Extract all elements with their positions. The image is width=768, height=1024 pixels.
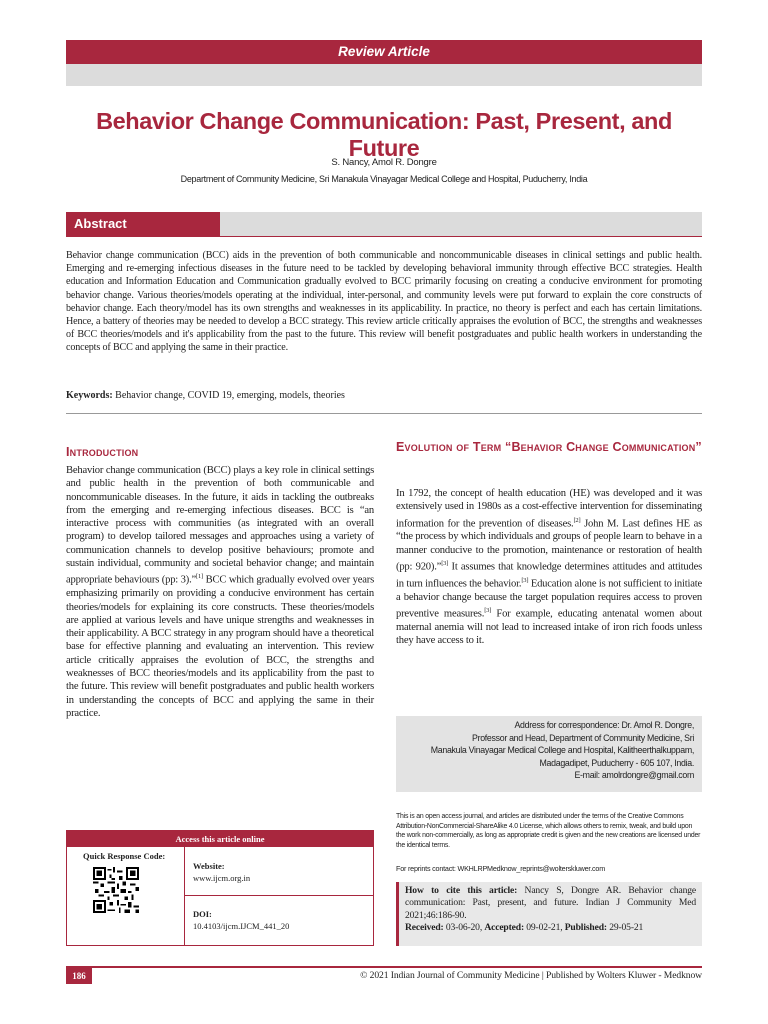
evolution-text [396,487,702,647]
evolution-heading: Evolution of Term “Behavior Change Communication” [396,440,702,454]
introduction-text [66,464,374,720]
abstract-grey-band [220,212,702,236]
keywords-rule [66,413,702,414]
article-type-banner [66,40,702,64]
abstract-heading: Abstract [74,216,127,231]
access-title: Access this article online [67,831,373,847]
evolution-sentence: For example, educating antenatal women about maternal anemia will not lead to increased intake of iron rich foods unless they have access to it. [396,608,702,647]
published-label: Published: [564,922,607,934]
evolution-sentence: It assumes that knowledge determines attitudes and attitudes in turn influences the behavior. [396,561,702,590]
qr-column [67,847,185,945]
reprints-contact[interactable]: For reprints contact: WKHLRPMedknow_reprints@wolterskluwer.com [396,864,605,873]
article-title: Behavior Change Communication: Past, Present, and Future [96,108,672,161]
correspondence-email[interactable]: E-mail: amolrdongre@gmail.com [574,770,694,780]
access-online-box [66,830,374,946]
doi-label: DOI: [193,909,212,919]
correspondence-line: Manakula Vinayagar Medical College and Hospital, Kalitheerthalkuppam, [430,745,694,755]
footer-copyright: © 2021 Indian Journal of Community Medicine | Published by Wolters Kluwer - Medknow [360,970,702,981]
evolution-sentence: Education alone is not sufficient to initiate a behavior change because the target population requires access to proven preventive measures. [396,578,702,620]
accepted-label: Accepted: [484,922,524,934]
cite-text: Nancy S, Dongre AR. Behavior change communication: Past, present, and future. Indian J Community Med 2021;46:186-90. [405,885,697,921]
affiliation: Department of Community Medicine, Sri Manakula Vinayagar Medical College and Hospital, Puducherry, India [180,174,588,184]
citation-ref[interactable]: [3] [521,576,529,584]
qr-label: Quick Response Code: [83,851,166,861]
correspondence-box [396,716,702,792]
qr-code-icon[interactable] [93,867,139,913]
abstract-rule [66,236,702,237]
authors: S. Nancy, Amol R. Dongre [331,157,437,168]
citation-ref[interactable]: [1] [196,573,204,581]
evolution-sentence: John M. Last defines HE as “the process by which individuals and groups of people learn to behave in a manner conducive to the promotion, maintenance or restoration of health (pp: 920).” [396,518,702,573]
keywords [66,389,702,402]
access-divider [185,895,373,896]
citation-ref[interactable]: [3] [484,606,492,614]
cite-label: How to cite this article: [405,885,518,896]
footer-rule [66,966,702,968]
doi-link[interactable]: 10.4103/ijcm.IJCM_441_20 [193,921,290,931]
open-access-notice: This is an open access journal, and articles are distributed under the terms of the Creative Commons Attribution-NonCommercial-ShareAlike 4.0 License, which allows others to remix, tweak, and build upon the work non-commercially, as long as appropriate credit is given and the new creations are licensed under the identical terms. [396,813,701,849]
website-label: Website: [193,861,225,871]
correspondence-line: Madagadipet, Puducherry - 605 107, India. [539,757,694,768]
header-grey-band [66,64,702,86]
intro-paragraph-part1: Behavior change communication (BCC) plays a key role in clinical settings and public health in the prevention of both communicable and noncommunicable diseases. In the future, it aids in tackling the outbreaks from the emerging and re-emerging infectious diseases. BCC is “an interactive process with communities (as integrated with an overall program) to develop tailored messages and approaches using a variety of communication channels to develop positive behaviours; promote and sustain individual, community and societal behavior change; and maintain appropriate behaviours (pp: 3).” [66,465,374,586]
citation-box [396,882,702,946]
intro-paragraph-part2: BCC which gradually evolved over years emphasizing primarily on providing a conducive environment has certain theories/models for explaining its core constructs. These theories/models are applied at various levels and have unique strengths and weaknesses in their applicability. A BCC strategy in any program should have a theoretical base for effective planning and evaluating an intervention. This review article critically appraises the evolution of BCC, the strengths and weaknesses of BCC theories/models and its applicability from the past to the future. This review will benefit postgraduates and public health workers in understanding the concepts of BCC and applying the same in their practice. [66,574,374,719]
received-label: Received: [405,922,444,934]
accepted-date: 09-02-21, [524,922,565,934]
page-number: 186 [66,968,92,984]
article-type: Review Article [338,44,430,59]
received-date: 03-06-20, [443,922,485,934]
published-date: 29-05-21 [606,922,644,934]
website-link[interactable]: www.ijcm.org.in [193,873,251,883]
keywords-label: Keywords: [66,390,113,401]
introduction-heading: Introduction [66,445,139,459]
citation-ref[interactable]: [3] [441,560,449,568]
abstract-text: Behavior change communication (BCC) aids in the prevention of both communicable and noncommunicable diseases in clinical settings and public health. Emerging and re-emerging infectious diseases in the future need to be tackled by developing behavioral immunity through effective BCC strategies. Health education and Information Education and Communication gradually evolved to BCC primarily focusing on creating a conducive environment for promoting behavior change. Various theories/models operating at the individual, inter-personal, and community levels were put forward to explain the core constructs of behavior change. Each theory/model has its own strengths and weaknesses in its applicability. In practice, no theory is perfect and each has certain limitations. Hence, a battery of theories may be needed to develop a BCC strategy. This review article critically appraises the evolution of BCC, the strengths and weaknesses of BCC theories/models and it's applicability from the past to the future. This review will benefit postgraduates and public health workers in understanding the concepts of BCC and applying the same in their practice. [66,250,702,354]
keywords-list: Behavior change, COVID 19, emerging, models, theories [112,390,345,401]
citation-ref[interactable]: [2] [573,516,581,524]
correspondence-line: Professor and Head, Department of Community Medicine, Sri [472,732,694,743]
abstract-heading-box [66,212,220,236]
correspondence-line: Address for correspondence: Dr. Amol R. Dongre, [514,720,694,730]
evolution-sentence: In 1792, the concept of health education (HE) was developed and it was extensively used in 1980s as a cost-effective intervention for disseminating information for the prevention of diseases. [396,488,702,530]
